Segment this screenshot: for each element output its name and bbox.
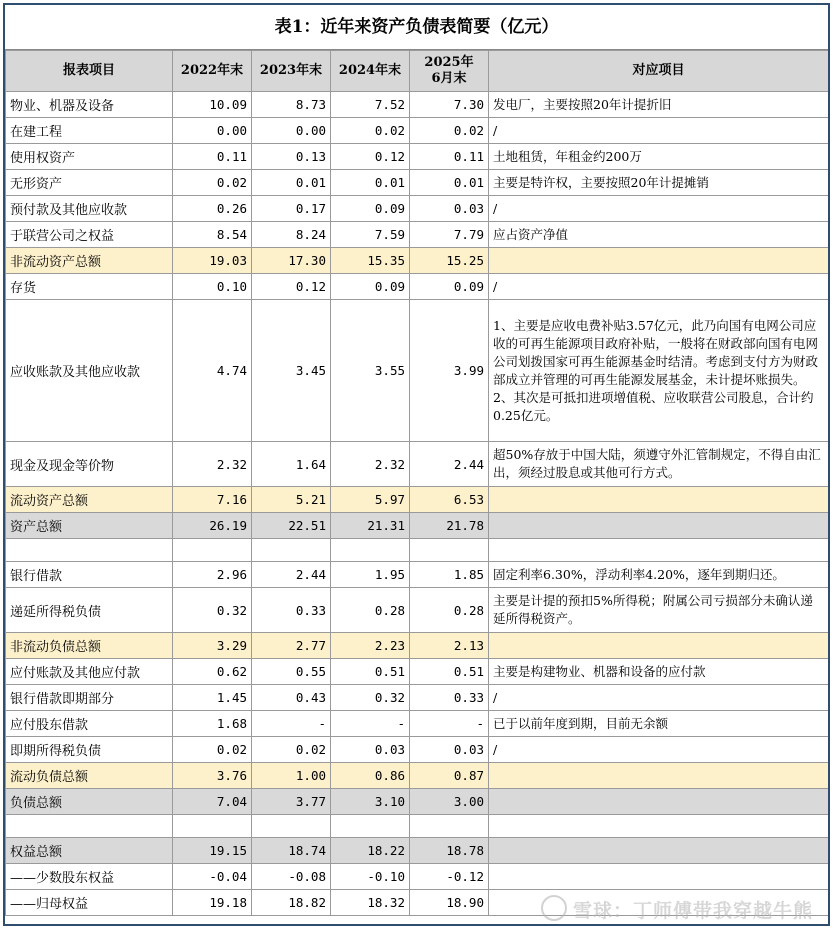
- row-item-label: 预付款及其他应收款: [6, 196, 173, 222]
- row-value: [410, 539, 489, 562]
- row-note: [489, 815, 829, 838]
- row-item-label: 递延所得税负债: [6, 588, 173, 633]
- row-value: 2.32: [331, 442, 410, 487]
- row-value: 7.30: [410, 92, 489, 118]
- row-value: 10.09: [173, 92, 252, 118]
- row-value: [331, 539, 410, 562]
- row-value: 7.04: [173, 789, 252, 815]
- row-value: 0.01: [331, 170, 410, 196]
- header-2023: 2023年末: [252, 51, 331, 92]
- row-value: -: [331, 711, 410, 737]
- row-item-label: 资产总额: [6, 513, 173, 539]
- row-value: 5.21: [252, 487, 331, 513]
- row-value: 18.78: [410, 838, 489, 864]
- table-row: [6, 711, 829, 737]
- header-note: 对应项目: [489, 51, 829, 92]
- table-row: [6, 815, 829, 838]
- header-row: [6, 51, 829, 92]
- table-row: [6, 838, 829, 864]
- header-2022: 2022年末: [173, 51, 252, 92]
- watermark: [541, 895, 813, 923]
- table-row: [6, 442, 829, 487]
- row-value: 3.55: [331, 300, 410, 442]
- row-item-label: 在建工程: [6, 118, 173, 144]
- row-note: 主要是计提的预扣5%所得税；附属公司亏损部分未确认递延所得税资产。: [489, 588, 829, 633]
- row-value: 1.64: [252, 442, 331, 487]
- row-value: 0.01: [410, 170, 489, 196]
- table-row: [6, 92, 829, 118]
- row-item-label: 流动资产总额: [6, 487, 173, 513]
- row-note: 超50%存放于中国大陆，须遵守外汇管制规定，不得自由汇出，须经过股息或其他可行方式。: [489, 442, 829, 487]
- row-item-label: 无形资产: [6, 170, 173, 196]
- row-value: 1.00: [252, 763, 331, 789]
- table-frame: [3, 3, 830, 926]
- row-value: 0.28: [331, 588, 410, 633]
- row-value: 1.95: [331, 562, 410, 588]
- row-value: 18.74: [252, 838, 331, 864]
- row-note: [489, 838, 829, 864]
- header-item: 报表项目: [6, 51, 173, 92]
- row-note: /: [489, 196, 829, 222]
- row-value: 22.51: [252, 513, 331, 539]
- row-note: [489, 487, 829, 513]
- row-item-label: 非流动负债总额: [6, 633, 173, 659]
- table-row: [6, 513, 829, 539]
- row-note: [489, 763, 829, 789]
- row-value: 8.73: [252, 92, 331, 118]
- row-item-label: 流动负债总额: [6, 763, 173, 789]
- row-value: 8.54: [173, 222, 252, 248]
- row-item-label: ——少数股东权益: [6, 864, 173, 890]
- row-item-label: [6, 539, 173, 562]
- balance-sheet-table: [5, 50, 829, 916]
- row-value: 0.17: [252, 196, 331, 222]
- row-value: 2.44: [252, 562, 331, 588]
- row-value: 21.78: [410, 513, 489, 539]
- table-row: [6, 196, 829, 222]
- row-value: 4.74: [173, 300, 252, 442]
- table-row: [6, 789, 829, 815]
- row-value: 2.23: [331, 633, 410, 659]
- row-value: 0.28: [410, 588, 489, 633]
- header-2025h1: 2025年 6月末: [410, 51, 489, 92]
- row-value: 18.22: [331, 838, 410, 864]
- row-item-label: 现金及现金等价物: [6, 442, 173, 487]
- watermark-text: 雪球：丁师傅带我穿越牛熊: [572, 900, 813, 922]
- row-value: 19.03: [173, 248, 252, 274]
- row-value: 7.52: [331, 92, 410, 118]
- row-value: 2.96: [173, 562, 252, 588]
- row-item-label: 非流动资产总额: [6, 248, 173, 274]
- row-value: [252, 539, 331, 562]
- row-value: 8.24: [252, 222, 331, 248]
- row-value: 0.62: [173, 659, 252, 685]
- row-value: 15.35: [331, 248, 410, 274]
- row-value: 3.99: [410, 300, 489, 442]
- row-value: 0.13: [252, 144, 331, 170]
- row-value: 1.85: [410, 562, 489, 588]
- row-note: 已于以前年度到期，目前无余额: [489, 711, 829, 737]
- row-value: [252, 815, 331, 838]
- row-value: 26.19: [173, 513, 252, 539]
- row-value: 18.32: [331, 890, 410, 916]
- row-value: 0.32: [173, 588, 252, 633]
- row-value: 0.00: [252, 118, 331, 144]
- row-value: 19.15: [173, 838, 252, 864]
- row-note: 主要是特许权，主要按照20年计提摊销: [489, 170, 829, 196]
- row-value: 2.32: [173, 442, 252, 487]
- row-value: 19.18: [173, 890, 252, 916]
- row-note: /: [489, 118, 829, 144]
- row-value: 0.02: [331, 118, 410, 144]
- table-row: [6, 659, 829, 685]
- row-value: 18.90: [410, 890, 489, 916]
- row-value: 0.09: [410, 274, 489, 300]
- table-row: [6, 118, 829, 144]
- row-note: 土地租赁，年租金约200万: [489, 144, 829, 170]
- row-item-label: 应付账款及其他应付款: [6, 659, 173, 685]
- table-row: [6, 248, 829, 274]
- row-note: [489, 513, 829, 539]
- row-note: 应占资产净值: [489, 222, 829, 248]
- row-note: 发电厂，主要按照20年计提折旧: [489, 92, 829, 118]
- row-value: 15.25: [410, 248, 489, 274]
- row-value: 0.03: [410, 196, 489, 222]
- row-item-label: 即期所得税负债: [6, 737, 173, 763]
- row-item-label: 权益总额: [6, 838, 173, 864]
- table-row: [6, 487, 829, 513]
- row-value: 0.03: [331, 737, 410, 763]
- row-value: 0.43: [252, 685, 331, 711]
- row-value: -0.04: [173, 864, 252, 890]
- row-value: 0.55: [252, 659, 331, 685]
- row-value: 0.33: [410, 685, 489, 711]
- table-row: [6, 539, 829, 562]
- row-value: 18.82: [252, 890, 331, 916]
- table-title: 表1：近年来资产负债表简要（亿元）: [5, 5, 828, 50]
- table-row: [6, 864, 829, 890]
- row-value: 0.09: [331, 196, 410, 222]
- row-value: 0.02: [410, 118, 489, 144]
- row-note: [489, 789, 829, 815]
- row-note: /: [489, 685, 829, 711]
- row-value: -: [252, 711, 331, 737]
- row-value: [410, 815, 489, 838]
- row-note: /: [489, 737, 829, 763]
- row-value: 3.29: [173, 633, 252, 659]
- table-row: [6, 222, 829, 248]
- row-item-label: 银行借款: [6, 562, 173, 588]
- row-item-label: 应收账款及其他应收款: [6, 300, 173, 442]
- row-value: 0.12: [331, 144, 410, 170]
- row-value: -0.08: [252, 864, 331, 890]
- row-note: 主要是构建物业、机器和设备的应付款: [489, 659, 829, 685]
- table-row: [6, 274, 829, 300]
- row-value: 2.44: [410, 442, 489, 487]
- row-value: 0.12: [252, 274, 331, 300]
- row-value: [173, 815, 252, 838]
- row-value: 6.53: [410, 487, 489, 513]
- row-value: 0.09: [331, 274, 410, 300]
- row-value: 0.10: [173, 274, 252, 300]
- row-value: 0.11: [173, 144, 252, 170]
- row-item-label: ——归母权益: [6, 890, 173, 916]
- row-value: 7.59: [331, 222, 410, 248]
- row-value: 1.45: [173, 685, 252, 711]
- table-row: [6, 763, 829, 789]
- row-value: -0.12: [410, 864, 489, 890]
- row-note: [489, 539, 829, 562]
- row-value: 3.10: [331, 789, 410, 815]
- row-value: 3.76: [173, 763, 252, 789]
- row-value: 0.33: [252, 588, 331, 633]
- row-value: -0.10: [331, 864, 410, 890]
- row-value: 0.00: [173, 118, 252, 144]
- row-value: 21.31: [331, 513, 410, 539]
- row-item-label: 银行借款即期部分: [6, 685, 173, 711]
- table-row: [6, 633, 829, 659]
- row-value: 2.77: [252, 633, 331, 659]
- table-row: [6, 144, 829, 170]
- row-value: 0.11: [410, 144, 489, 170]
- row-value: [331, 815, 410, 838]
- row-value: 0.01: [252, 170, 331, 196]
- row-value: 0.32: [331, 685, 410, 711]
- header-2024: 2024年末: [331, 51, 410, 92]
- row-item-label: [6, 815, 173, 838]
- row-value: 7.16: [173, 487, 252, 513]
- row-value: 7.79: [410, 222, 489, 248]
- table-row: [6, 685, 829, 711]
- table-row: [6, 737, 829, 763]
- row-value: 0.86: [331, 763, 410, 789]
- row-value: 0.87: [410, 763, 489, 789]
- row-item-label: 于联营公司之权益: [6, 222, 173, 248]
- row-value: 1.68: [173, 711, 252, 737]
- row-value: 0.02: [252, 737, 331, 763]
- row-value: 17.30: [252, 248, 331, 274]
- row-value: 0.26: [173, 196, 252, 222]
- row-item-label: 负债总额: [6, 789, 173, 815]
- row-value: 3.77: [252, 789, 331, 815]
- table-row: [6, 170, 829, 196]
- row-value: [173, 539, 252, 562]
- table-row: [6, 300, 829, 442]
- row-note: 1、主要是应收电费补贴3.57亿元，此乃向国有电网公司应收的可再生能源项目政府补贴，一般将在财政部向国有电网公司划拨国家可再生能源基金时结清。考虑到支付方为财政部成立并管理的可再生能源发展基金，未计提坏账损失。 2、其次是可抵扣进项增值税、应收联营公司股息，合计约0.25亿元。: [489, 300, 829, 442]
- row-item-label: 使用权资产: [6, 144, 173, 170]
- row-value: 0.02: [173, 737, 252, 763]
- row-note: 固定利率6.30%，浮动利率4.20%，逐年到期归还。: [489, 562, 829, 588]
- row-value: 2.13: [410, 633, 489, 659]
- row-value: 5.97: [331, 487, 410, 513]
- row-note: [489, 633, 829, 659]
- row-value: 0.51: [410, 659, 489, 685]
- table-row: [6, 588, 829, 633]
- row-item-label: 存货: [6, 274, 173, 300]
- table-row: [6, 562, 829, 588]
- row-item-label: 物业、机器及设备: [6, 92, 173, 118]
- row-note: /: [489, 274, 829, 300]
- row-item-label: 应付股东借款: [6, 711, 173, 737]
- row-value: 3.00: [410, 789, 489, 815]
- row-value: 0.51: [331, 659, 410, 685]
- row-value: -: [410, 711, 489, 737]
- row-value: 0.03: [410, 737, 489, 763]
- row-value: 0.02: [173, 170, 252, 196]
- row-note: [489, 248, 829, 274]
- xueqiu-logo-icon: [541, 895, 567, 921]
- row-note: [489, 864, 829, 890]
- row-value: 3.45: [252, 300, 331, 442]
